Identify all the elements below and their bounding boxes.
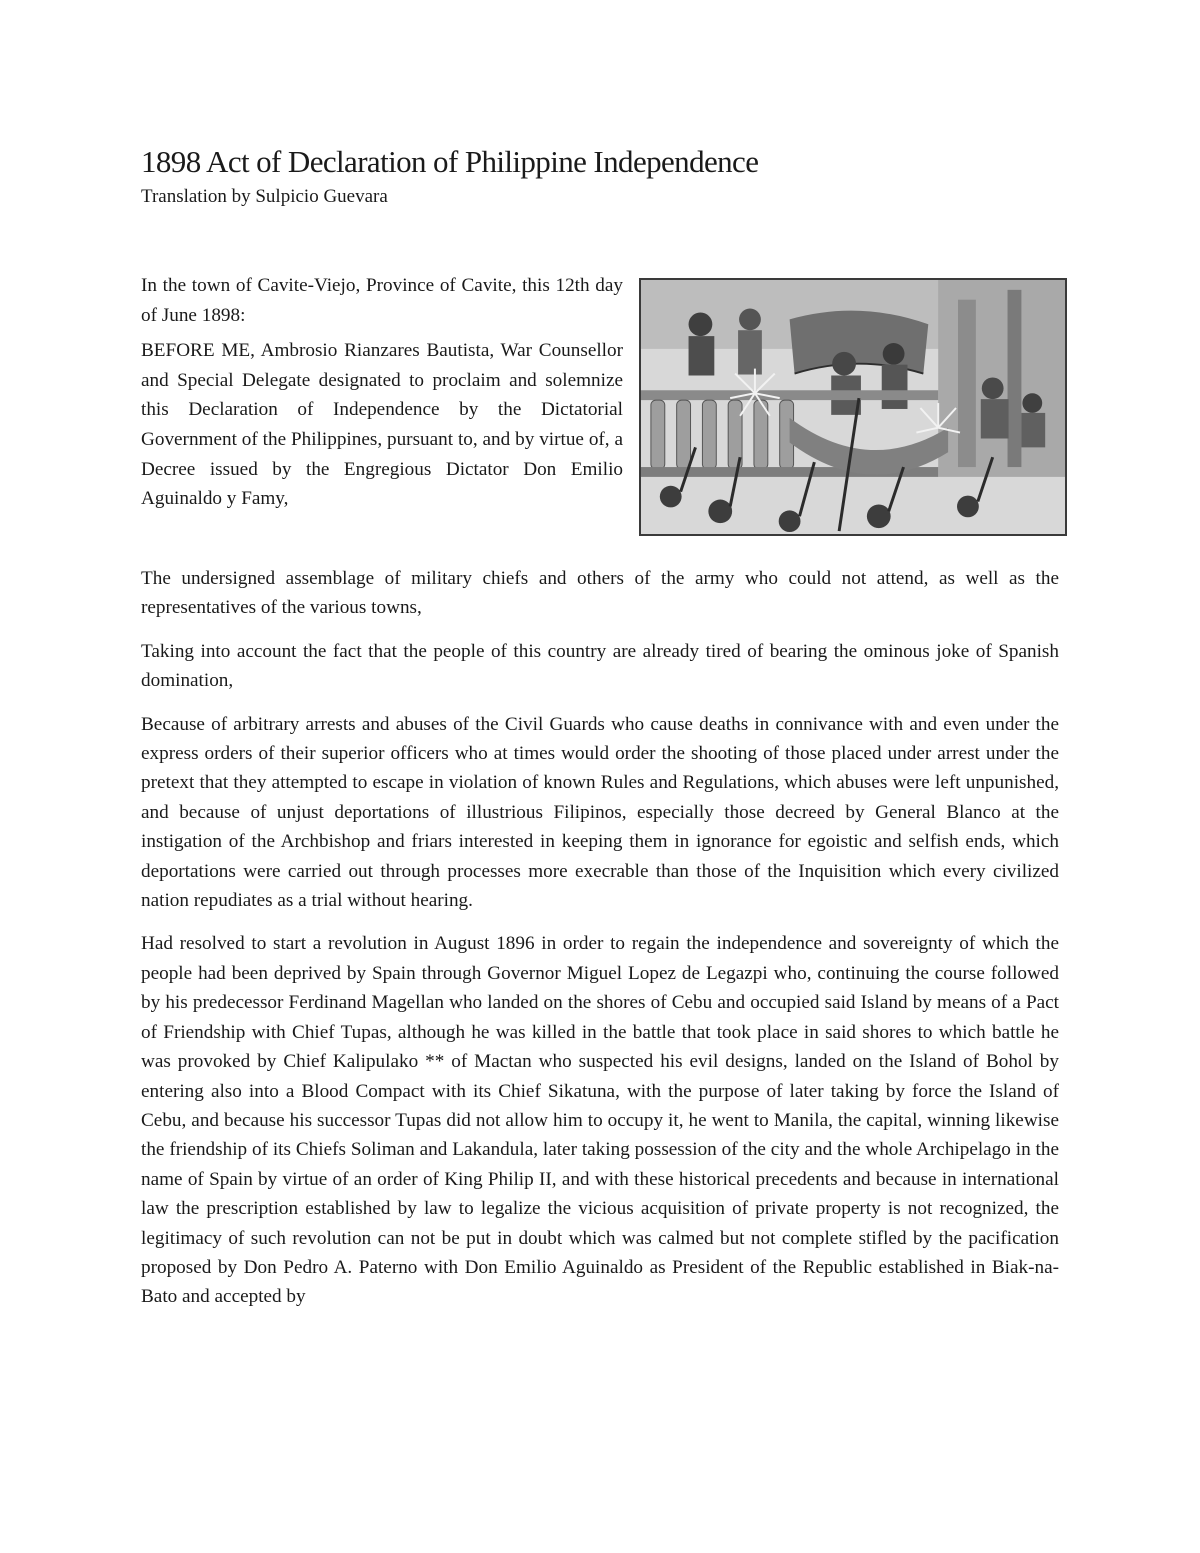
- body-paragraph-abuses: Because of arbitrary arrests and abuses of the Civil Guards who cause deaths in connivance with and even under the express orders of their superior officers who at times would order the shooting of those placed under arrest under the pretext that they attempted to escape in violation of known Rules and Regulations, which abuses were left unpunished, and because of unjust deportations of illustrious Filipinos, especially those decreed by General Blanco at the instigation of the Archbishop and friars interested in keeping them in ignorance for egoistic and selfish ends, which deportations were carried out through processes more execrable than those of the Inquisition which every civilized nation repudiates as a trial without hearing.: [141, 713, 1059, 912]
- declaration-illustration: [639, 278, 1067, 536]
- body-paragraph-revolution: Had resolved to start a revolution in August 1896 in order to regain the independence and sovereignty of which the people had been deprived by Spain through Governor Miguel Lopez de Legazpi who, continuing the course followed by his predecessor Ferdinand Magellan who landed on the shores of Cebu and occupied said Island by means of a Pact of Friendship with Chief Tupas, although he was killed in the battle that took place in said shores to which battle he was provoked by Chief Kalipulako ** of Mactan who suspected his evil designs, landed on the Island of Bohol by entering also into a Blood Compact with its Chief Sikatuna, with the purpose of later taking by force the Island of Cebu, and because his successor Tupas did not allow him to occupy it, he went to Manila, the capital, winning likewise the friendship of its Chiefs Soliman and Lakandula, later taking possession of the city and the whole Archipelago in the name of Spain by virtue of an order of King Philip II, and with these historical precedents and because in international law the prescription established by law to legalize the vicious acquisition of private property is not recognized, the legitimacy of such revolution can not be put in doubt which was calmed but not complete stifled by the pacification proposed by Don Pedro A. Paterno with Don Emilio Aguinaldo as President of the Republic established in Biak-na-Bato and accepted by: [141, 933, 1059, 1308]
- body-paragraph-assemblage: The undersigned assemblage of military chiefs and others of the army who could not attend, as well as the representatives of the various towns,: [141, 568, 1059, 619]
- balcony-scene-drawing: [641, 280, 1065, 534]
- document-title: 1898 Act of Declaration of Philippine Independence: [141, 144, 759, 179]
- body-section: [141, 564, 1059, 1326]
- intro-section: [141, 271, 623, 520]
- intro-paragraph-place-date: In the town of Cavite-Viejo, Province of Cavite, this 12th day of June 1898:: [141, 275, 623, 326]
- document-subtitle: Translation by Sulpicio Guevara: [141, 186, 388, 207]
- intro-paragraph-before-me: BEFORE ME, Ambrosio Rianzares Bautista, War Counsellor and Special Delegate designated to proclaim and solemnize this Declaration of Independence by the Dictatorial Government of the Philippines, pursuant to, and by virtue of, a Decree issued by the Engregious Dictator Don Emilio Aguinaldo y Famy,: [141, 340, 623, 510]
- body-paragraph-domination: Taking into account the fact that the people of this country are already tired of bearing the ominous joke of Spanish domination,: [141, 640, 1059, 692]
